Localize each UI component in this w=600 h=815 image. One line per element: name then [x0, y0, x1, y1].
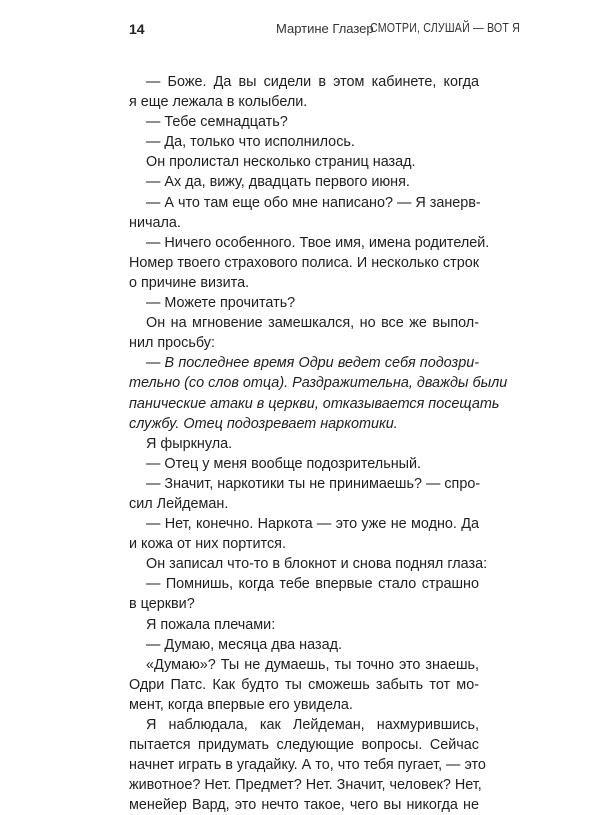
text-line: Он на мгновение замешкался, но все же выпол-	[146, 315, 479, 332]
text-line-italic: тельно (со слов отца). Раздражительна, дважды были	[129, 375, 508, 392]
text-line: я еще лежала в колыбели.	[129, 94, 308, 111]
text-line: — Да, только что исполнилось.	[146, 134, 355, 151]
text-line: — Значит, наркотики ты не принимаешь? — спро-	[146, 475, 481, 492]
running-book-title: СМОТРИ, СЛУШАЙ — ВОТ Я	[370, 20, 521, 35]
text-line: в церкви?	[129, 596, 195, 613]
text-line: Он записал что-то в блокнот и снова поднял глаза:	[146, 556, 488, 573]
text-line: сил Лейдеман.	[129, 495, 229, 512]
text-line-italic: — В последнее время Одри ведет себя подозри-	[146, 355, 479, 372]
text-line: Я фыркнула.	[146, 435, 233, 452]
text-line: — Нет, конечно. Наркота — это уже не модно. Да	[146, 516, 479, 533]
text-line: — Боже. Да вы сидели в этом кабинете, когда	[146, 74, 479, 90]
text-line: о причине визита.	[129, 274, 250, 291]
text-line: и кожа от них портится.	[129, 536, 286, 553]
text-line: — Думаю, месяца два назад.	[146, 636, 342, 653]
text-line: животное? Нет. Предмет? Нет. Значит, человек? Нет,	[129, 777, 482, 794]
text-line: ничала.	[129, 214, 181, 231]
text-line: — Тебе семнадцать?	[146, 114, 288, 131]
text-line: Я наблюдала, как Лейдеман, нахмурившись,	[146, 717, 479, 733]
running-author: Мартине Глазер	[276, 21, 374, 36]
text-line: — Ах да, вижу, двадцать первого июня.	[146, 174, 410, 191]
page-body	[129, 72, 508, 815]
text-line: — Помнишь, когда тебе впервые стало страшно	[146, 576, 479, 593]
text-line: — Можете прочитать?	[146, 295, 296, 312]
text-line: мент, когда впервые его увидела.	[129, 696, 353, 713]
text-line: менейер Вард, это нечто такое, чего вы никогда не	[129, 797, 479, 814]
text-line-italic: службу. Отец подозревает наркотики.	[129, 415, 398, 432]
text-line: Я пожала плечами:	[146, 616, 276, 633]
text-line: «Думаю»? Ты не думаешь, ты точно это знаешь,	[146, 656, 479, 673]
text-line: Одри Патс. Как будто ты сможешь забыть тот мо-	[129, 676, 479, 693]
text-line-italic: панические атаки в церкви, отказывается посещать	[129, 395, 500, 412]
text-line: — Отец у меня вообще подозрительный.	[146, 455, 422, 472]
text-line: начнет играть в угадайку. А то, что тебя пугает, — это	[129, 757, 486, 774]
running-header	[0, 0, 600, 40]
text-line: Номер твоего страхового полиса. И несколько строк	[129, 254, 479, 271]
text-line: — Ничего особенного. Твое имя, имена родителей.	[146, 234, 490, 251]
text-line: — А что там еще обо мне написано? — Я занерв-	[146, 194, 481, 211]
text-line: Он пролистал несколько страниц назад.	[146, 154, 416, 171]
text-line: нил просьбу:	[129, 335, 215, 352]
text-line: пытается придумать следующие вопросы. Сейчас	[129, 737, 479, 754]
page-number: 14	[129, 21, 145, 37]
